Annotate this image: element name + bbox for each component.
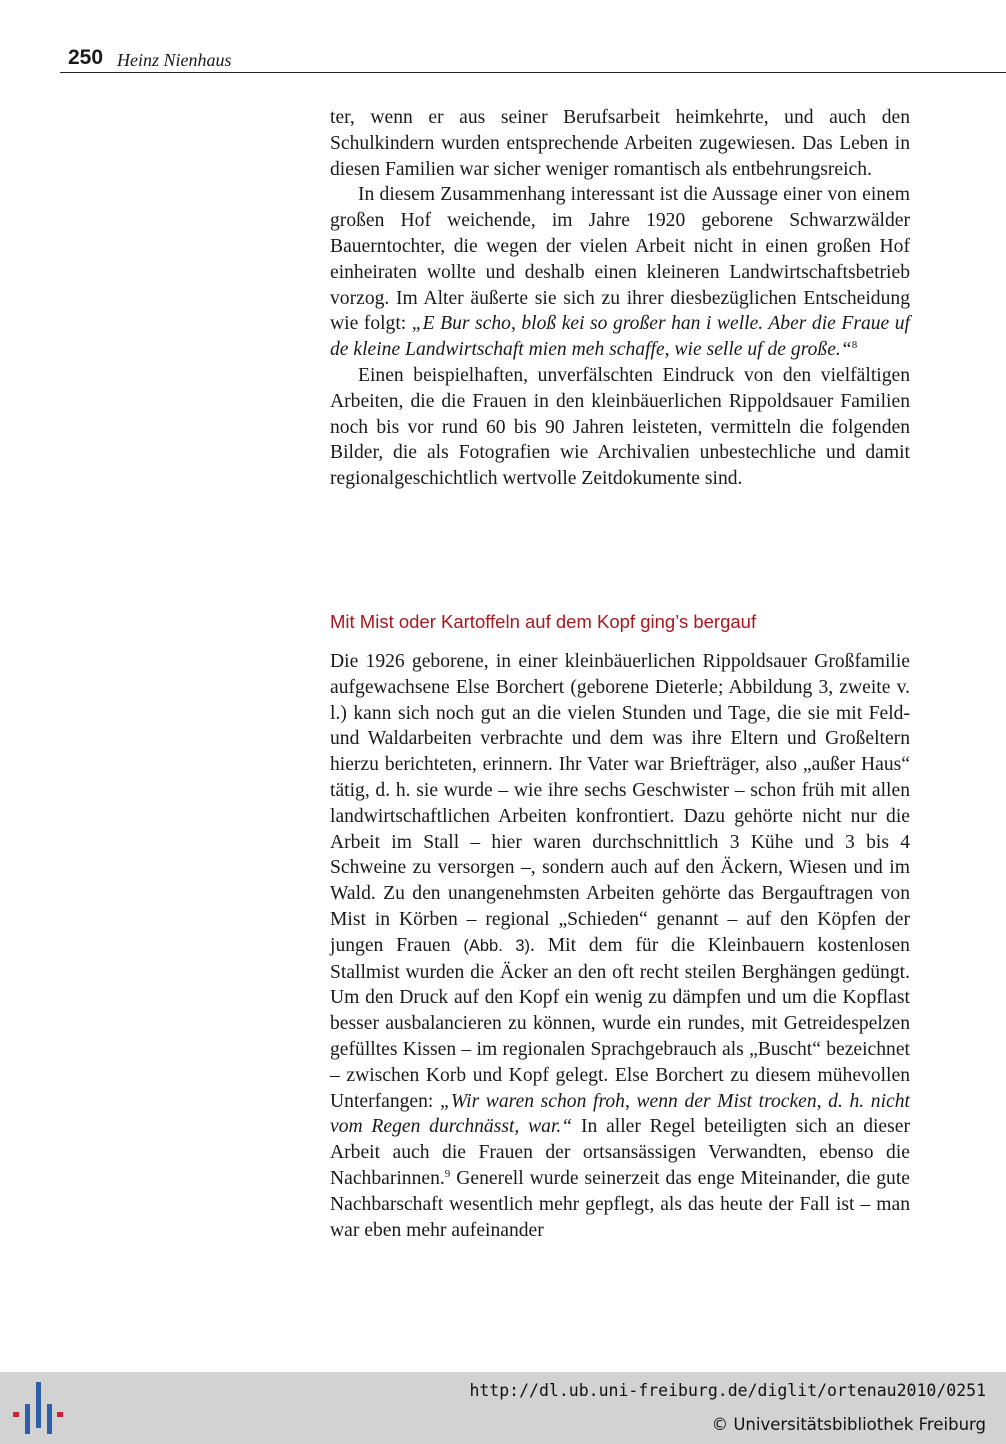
paragraph-text: Die 1926 geborene, in einer kleinbäuerlichen Rippoldsauer Großfamilie aufgewachsene Else Borchert (geborene Dieterle; Abbildung 3, zweite v. l.) kann sich noch gut an die vielen Stunden und Tage, die sie mit Feld- und Waldarbeiten verbrachte und dem was ihre Eltern und Großeltern hierzu berichteten, erinnern. Ihr Vater war Briefträger, also „außer Haus“ tätig, d. h. sie wurde – wie ihre sechs Geschwister – schon früh mit allen landwirtschaftlichen Arbeiten konfrontiert. Dazu gehörte nicht nur die Arbeit im Stall – hier waren durchschnittlich 3 Kühe und 3 bis 4 Schweine zu versorgen –, sondern auch auf den Äckern, Wiesen und im Wald. Zu den unangenehmsten Arbeiten gehörte das Bergauftragen von Mist in Körben – regional „Schieden“ genannt – auf den Köpfen der jungen Frauen: [330, 651, 910, 956]
ub-freiburg-logo-icon: [13, 1382, 63, 1434]
page-number: 250: [68, 46, 104, 69]
copyright-notice: © Universitätsbibliothek Freiburg: [711, 1415, 986, 1434]
paragraph: ter, wenn er aus seiner Berufsarbeit heimkehrte, und auch den Schulkindern wurden entsprechende Arbeiten zugewiesen. Das Leben in diesen Familien war sicher weniger romantisch als entbehrungsreich.: [330, 107, 910, 180]
running-head-author: Heinz Nienhaus: [117, 50, 232, 70]
paragraph-text: In diesem Zusammenhang interessant ist die Aussage einer von einem großen Hof weichende, im Jahre 1920 geborene Schwarzwälder Bauerntochter, die wegen der vielen Arbeit nicht in einen großen Hof einheiraten wollte und deshalb einen kleineren Landwirtschaftsbetrieb vorzog. Im Alter äußerte sie sich zu ihrer diesbezüglichen Entscheidung wie folgt:: [330, 184, 910, 335]
footnote-marker[interactable]: 8: [851, 339, 858, 352]
paragraph: [330, 182, 910, 363]
quote: „Wir waren schon froh, wenn der Mist trocken, d. h. nicht vom Regen durchnässt, war.“: [330, 1090, 910, 1138]
paragraph-text: In aller Regel beteiligten sich an dieser Arbeit auch die Frauen der ortsansässigen Verwandten, ebenso die Nachbarinnen.: [330, 1116, 910, 1189]
footnote-marker[interactable]: 9: [444, 1167, 451, 1180]
paragraph: Einen beispielhaften, unverfälschten Eindruck von den vielfältigen Arbeiten, die die Frauen in den kleinbäuerlichen Rippoldsauer Familien noch bis vor rund 60 bis 90 Jahren leisteten, vermitteln die folgenden Bilder, die als Fotografien wie Archivalien unbestechliche und damit regionalgeschichtlich wertvolle Zeitdokumente sind.: [330, 364, 910, 490]
paragraph: [330, 649, 910, 1243]
text-column-lower: [330, 649, 910, 1243]
figure-reference[interactable]: (Abb. 3): [463, 936, 530, 955]
footer-bar: [0, 1372, 1006, 1444]
paragraph-text: Generell wurde seinerzeit das enge Miteinander, die gute Nachbarschaft wesentlich mehr gepflegt, als das heute der Fall ist – man war eben mehr aufeinander: [330, 1167, 910, 1241]
source-url-link[interactable]: http://dl.ub.uni-freiburg.de/diglit/ortenau2010/0251: [469, 1381, 986, 1400]
text-column-upper: [330, 105, 910, 492]
page-header: [60, 46, 1006, 73]
paragraph-text: . Mit dem für die Kleinbauern kostenlosen Stallmist wurden die Äcker an den oft recht steilen Berghängen gedüngt. Um den Druck auf den Kopf ein wenig zu dämpfen und um die Kopflast besser ausbalancieren zu können, wurde ein rundes, mit Getreidespelzen gefülltes Kissen – im regionalen Sprachgebrauch als „Buscht“ bezeichnet – zwischen Korb und Kopf gelegt. Else Borchert zu diesem mühevollen Unterfangen:: [330, 934, 910, 1112]
section-heading: Mit Mist oder Kartoffeln auf dem Kopf ging’s bergauf: [330, 611, 757, 632]
dialect-quote: „E Bur scho, bloß kei so großer han i welle. Aber die Fraue uf de kleine Landwirtschaft mien meh schaffe, wie selle uf de große.“: [330, 313, 910, 361]
